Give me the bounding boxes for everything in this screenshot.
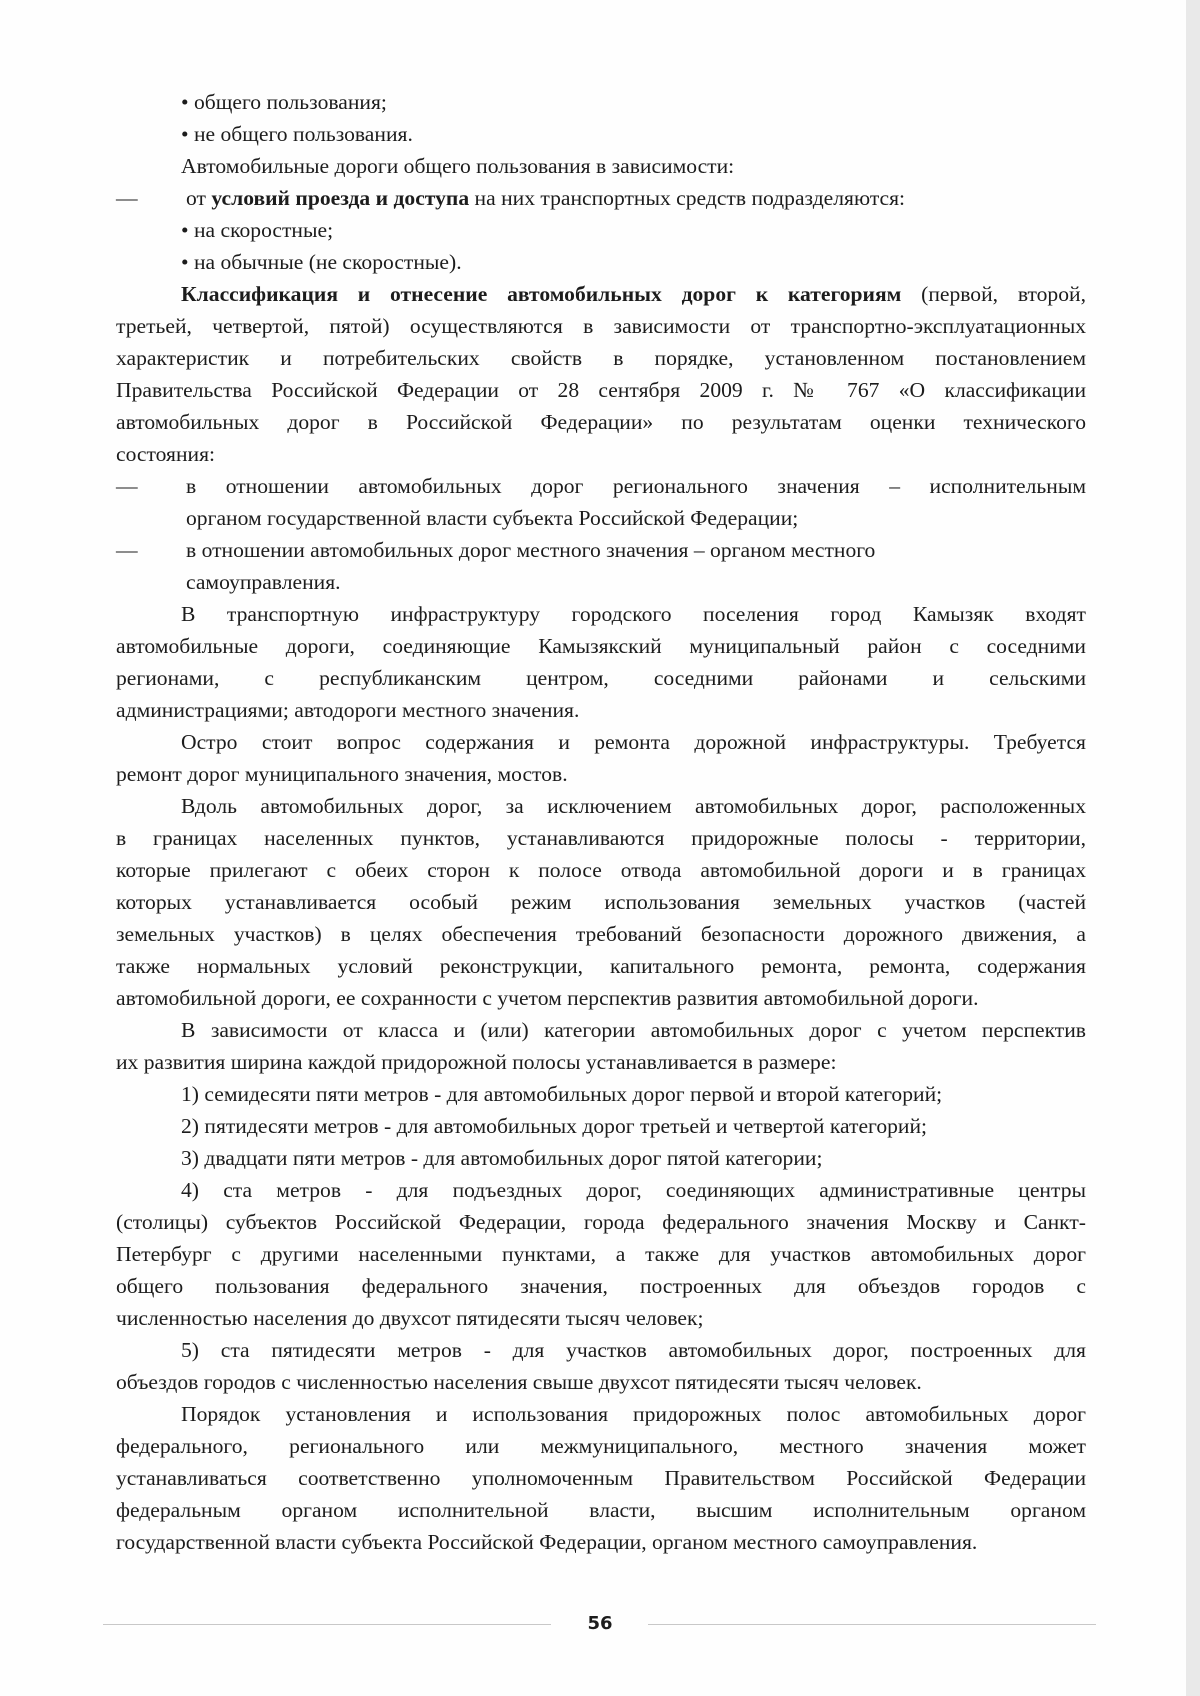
paragraph-line: их развития ширина каждой придорожной полосы устанавливается в размере: — [116, 1050, 837, 1074]
numbered-item: 5) ста пятидесяти метров - для участков автомобильных дорог, построенных для — [181, 1338, 1086, 1362]
paragraph-line: третьей, четвертой, пятой) осуществляются в зависимости от транспортно-эксплуатационных — [116, 314, 1086, 338]
paragraph-line: состояния: — [116, 442, 216, 466]
dash-marker: — — [116, 538, 138, 562]
paragraph-line: Автомобильные дороги общего пользования в зависимости: — [181, 154, 735, 178]
dash-list-item — [116, 534, 1086, 566]
numbered-item: 3) двадцати пяти метров - для автомобильных дорог пятой категории; — [181, 1146, 823, 1170]
paragraph-line: В зависимости от класса и (или) категории автомобильных дорог с учетом перспектив — [181, 1018, 1086, 1042]
paragraph-line: государственной власти субъекта Российской Федерации, органом местного самоуправления. — [116, 1530, 978, 1554]
paragraph-line: в границах населенных пунктов, устанавливаются придорожные полосы - территории, — [116, 826, 1086, 850]
numbered-item: 2) пятидесяти метров - для автомобильных дорог третьей и четвертой категорий; — [181, 1114, 928, 1138]
paragraph-line: общего пользования федерального значения, построенных для объездов городов с — [116, 1274, 1086, 1298]
dash-marker: — — [116, 474, 138, 498]
paragraph-line: численностью населения до двухсот пятидесяти тысяч человек; — [116, 1306, 704, 1330]
numbered-item: 1) семидесяти пяти метров - для автомобильных дорог первой и второй категорий; — [181, 1082, 943, 1106]
paragraph-line: автомобильной дороги, ее сохранности с учетом перспектив развития автомобильной дороги. — [116, 986, 979, 1010]
paragraph-line: В транспортную инфраструктуру городского поселения город Камызяк входят — [181, 602, 1086, 626]
paragraph-line: устанавливаться соответственно уполномоченным Правительством Российской Федерации — [116, 1466, 1086, 1490]
dash-marker: — — [116, 186, 138, 210]
paragraph-line: Петербург с другими населенными пунктами, а также для участков автомобильных дорог — [116, 1242, 1086, 1266]
bold-term: условий проезда и доступа — [211, 186, 470, 210]
bold-term: Классификация и отнесение автомобильных дорог к категориям — [181, 282, 902, 306]
dash-list-item — [116, 470, 1086, 502]
bullet-item: • на скоростные; — [181, 218, 334, 242]
paragraph-line: объездов городов с численностью населения свыше двухсот пятидесяти тысяч человек. — [116, 1370, 922, 1394]
dash-text — [186, 182, 1086, 214]
paragraph-line: которых устанавливается особый режим использования земельных участков (частей — [116, 890, 1086, 914]
paragraph-line: федеральным органом исполнительной власти, высшим исполнительным органом — [116, 1498, 1086, 1522]
dash-list-item-cont — [116, 502, 1086, 534]
paragraph-line: федерального, регионального или межмуниципального, местного значения может — [116, 1434, 1086, 1458]
paragraph-line: регионами, с республиканским центром, соседними районами и сельскими — [116, 666, 1086, 690]
page-number: 56 — [587, 1613, 613, 1634]
paragraph-line — [116, 278, 1086, 310]
text-run: от — [186, 186, 212, 210]
paragraph-line: автомобильные дороги, соединяющие Камызякский муниципальный район с соседними — [116, 634, 1086, 658]
paragraph-line: также нормальных условий реконструкции, капитального ремонта, ремонта, содержания — [116, 954, 1086, 978]
page-content — [116, 86, 1086, 1558]
dash-text: самоуправления. — [186, 570, 341, 594]
dash-text: органом государственной власти субъекта Российской Федерации; — [186, 506, 799, 530]
paragraph-line: автомобильных дорог в Российской Федерации» по результатам оценки технического — [116, 410, 1086, 434]
text-run: на них транспортных средств подразделяются: — [469, 186, 906, 210]
paragraph-line: которые прилегают с обеих сторон к полосе отвода автомобильной дороги и в границах — [116, 858, 1086, 882]
paragraph-line: администрациями; автодороги местного значения. — [116, 698, 580, 722]
paragraph-line: земельных участков) в целях обеспечения требований безопасности дорожного движения, а — [116, 922, 1086, 946]
dash-text: в отношении автомобильных дорог местного значения – органом местного — [186, 538, 876, 562]
dash-text: в отношении автомобильных дорог регионального значения – исполнительным — [186, 474, 1086, 498]
paragraph-line: Вдоль автомобильных дорог, за исключением автомобильных дорог, расположенных — [181, 794, 1086, 818]
bullet-item: • на обычные (не скоростные). — [181, 250, 462, 274]
dash-list-item-cont — [116, 566, 1086, 598]
paragraph-line: характеристик и потребительских свойств в порядке, установленном постановлением — [116, 346, 1086, 370]
paragraph-line: Остро стоит вопрос содержания и ремонта дорожной инфраструктуры. Требуется — [181, 730, 1086, 754]
dash-list-item — [116, 182, 1086, 214]
paragraph-line: Порядок установления и использования придорожных полос автомобильных дорог — [181, 1402, 1086, 1426]
page-edge — [1186, 0, 1200, 1696]
footer-rule-right — [648, 1624, 1096, 1625]
bullet-item: • общего пользования; — [181, 90, 387, 114]
numbered-item: 4) ста метров - для подъездных дорог, соединяющих административные центры — [181, 1178, 1086, 1202]
bullet-item: • не общего пользования. — [181, 122, 413, 146]
text-run: (первой, второй, — [901, 282, 1086, 306]
paragraph-line: (столицы) субъектов Российской Федерации, города федерального значения Москву и Санкт- — [116, 1210, 1086, 1234]
page-footer — [0, 1606, 1200, 1642]
footer-rule-left — [103, 1624, 551, 1625]
paragraph-line: ремонт дорог муниципального значения, мостов. — [116, 762, 568, 786]
paragraph-line: Правительства Российской Федерации от 28 сентября 2009 г. № 767 «О классификации — [116, 378, 1086, 402]
